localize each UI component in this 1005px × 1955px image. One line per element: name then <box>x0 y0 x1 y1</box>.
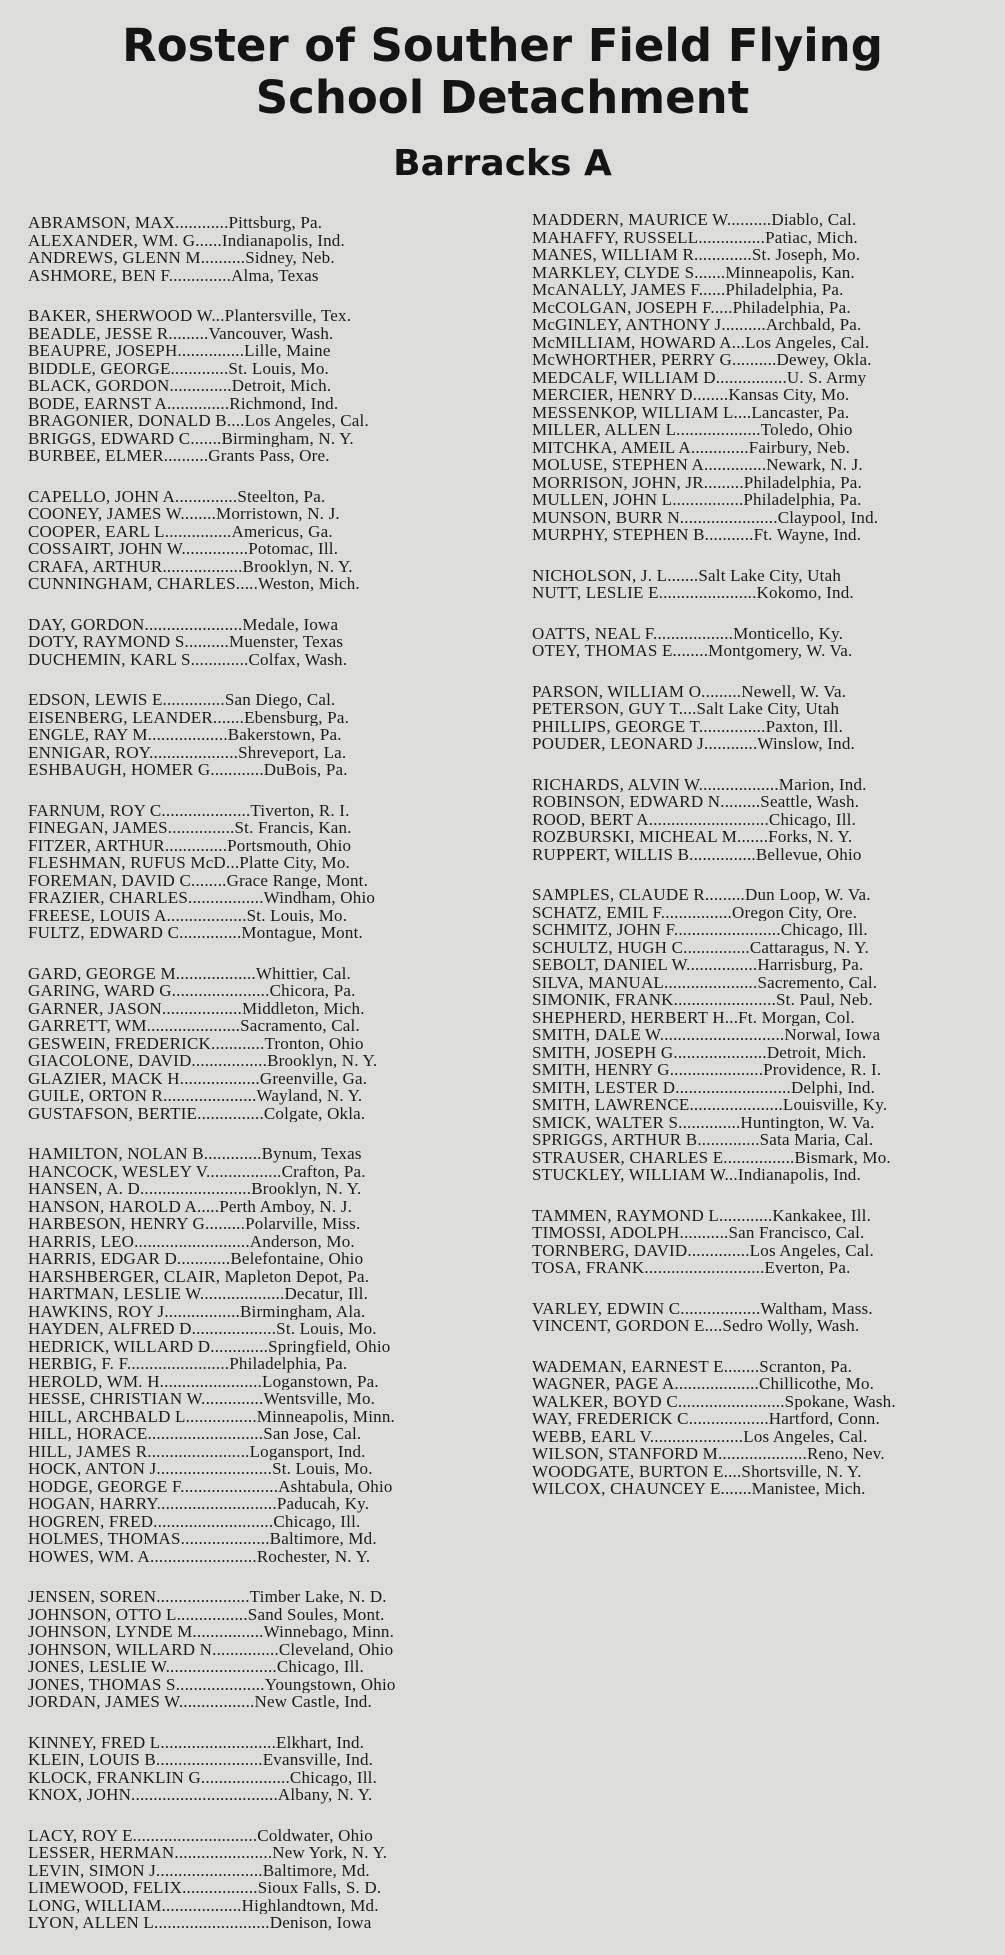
letter-group <box>28 802 498 942</box>
roster-entry: SIMONIK, FRANK.......................St. Paul, Neb. <box>532 991 873 1009</box>
roster-entry: PARSON, WILLIAM O.........Newell, W. Va. <box>532 682 847 700</box>
roster-entry: MURPHY, STEPHEN B...........Ft. Wayne, Ind. <box>532 526 862 544</box>
roster-entry: HESSE, CHRISTIAN W..............Wentsville, Mo. <box>28 1390 376 1408</box>
roster-entry: GUSTAFSON, BERTIE...............Colgate, Okla. <box>28 1104 366 1122</box>
roster-entry: FOREMAN, DAVID C........Grace Range, Mont. <box>28 871 369 889</box>
roster-entry: BIDDLE, GEORGE.............St. Louis, Mo. <box>28 359 329 377</box>
roster-entry: SMITH, JOSEPH G.....................Detroit, Mich. <box>532 1043 867 1061</box>
roster-entry: GARRETT, WM.....................Sacramento, Cal. <box>28 1017 360 1035</box>
roster-entry: MARKLEY, CLYDE S.......Minneapolis, Kan. <box>532 263 855 281</box>
letter-group <box>28 307 498 465</box>
roster-entry: COOPER, EARL L...............Americus, Ga. <box>28 522 333 540</box>
roster-entry: HARRIS, EDGAR D............Belefontaine, Ohio <box>28 1250 364 1268</box>
letter-group <box>532 567 992 602</box>
roster-entry: HODGE, GEORGE F......................Ashtabula, Ohio <box>28 1477 393 1495</box>
roster-entry: CAPELLO, JOHN A..............Steelton, Pa. <box>28 487 326 505</box>
roster-entry: BEADLE, JESSE R.........Vancouver, Wash. <box>28 324 334 342</box>
roster-entry: KLOCK, FRANKLIN G....................Chicago, Ill. <box>28 1768 378 1786</box>
roster-entry: MESSENKOP, WILLIAM L....Lancaster, Pa. <box>532 403 850 421</box>
roster-entry: VINCENT, GORDON E....Sedro Wolly, Wash. <box>532 1317 860 1335</box>
roster-entry: KLEIN, LOUIS B........................Evansville, Ind. <box>28 1751 374 1769</box>
roster-entry: JOHNSON, LYNDE M................Winnebago, Minn. <box>28 1623 395 1641</box>
letter-group <box>28 488 498 593</box>
roster-entry: LACY, ROY E............................Coldwater, Ohio <box>28 1826 373 1844</box>
roster-entry: FINEGAN, JAMES...............St. Francis, Kan. <box>28 819 352 837</box>
roster-entry: SPRIGGS, ARTHUR B..............Sata Maria, Cal. <box>532 1131 874 1149</box>
roster-entry: HAWKINS, ROY J.................Birmingham, Ala. <box>28 1302 366 1320</box>
roster-entry: PHILLIPS, GEORGE T...............Paxton, Ill. <box>532 717 844 735</box>
roster-entry: JENSEN, SOREN.....................Timber Lake, N. D. <box>28 1588 387 1606</box>
roster-entry: GESWEIN, FREDERICK............Tronton, Ohio <box>28 1034 364 1052</box>
roster-entry: ROZBURSKI, MICHEAL M.......Forks, N. Y. <box>532 828 853 846</box>
roster-entry: GUILE, ORTON R.....................Wayland, N. Y. <box>28 1087 363 1105</box>
roster-entry: McANALLY, JAMES F......Philadelphia, Pa. <box>532 281 844 299</box>
roster-entry: ALEXANDER, WM. G......Indianapolis, Ind. <box>28 231 345 249</box>
roster-entry: HOCK, ANTON J..........................St. Louis, Mo. <box>28 1460 373 1478</box>
roster-entry: HILL, ARCHBALD L................Minneapolis, Minn. <box>28 1407 395 1425</box>
roster-entry: FLESHMAN, RUFUS McD...Platte City, Mo. <box>28 854 350 872</box>
roster-entry: COONEY, JAMES W........Morristown, N. J. <box>28 505 340 523</box>
roster-entry: TOSA, FRANK...........................Everton, Pa. <box>532 1259 851 1277</box>
roster-entry: WOODGATE, BURTON E....Shortsville, N. Y. <box>532 1462 862 1480</box>
roster-entry: HOLMES, THOMAS....................Baltimore, Md. <box>28 1530 377 1548</box>
roster-entry: WADEMAN, EARNEST E........Scranton, Pa. <box>532 1357 853 1375</box>
roster-entry: POUDER, LEONARD J............Winslow, Ind. <box>532 735 855 753</box>
roster-entry: ABRAMSON, MAX............Pittsburg, Pa. <box>28 214 323 232</box>
roster-entry: GARD, GEORGE M..................Whittier, Cal. <box>28 964 351 982</box>
roster-entry: OTEY, THOMAS E........Montgomery, W. Va. <box>532 642 853 660</box>
roster-entry: SMITH, DALE W............................Norwal, Iowa <box>532 1026 881 1044</box>
roster-entry: BEAUPRE, JOSEPH...............Lille, Maine <box>28 342 331 360</box>
letter-group <box>532 1358 992 1498</box>
roster-entry: LEVIN, SIMON J........................Baltimore, Md. <box>28 1861 370 1879</box>
roster-entry: WILCOX, CHAUNCEY E.......Manistee, Mich. <box>532 1480 866 1498</box>
roster-entry: DOTY, RAYMOND S..........Muenster, Texas <box>28 633 344 651</box>
roster-entry: MUNSON, BURR N......................Claypool, Ind. <box>532 508 879 526</box>
roster-entry: NICHOLSON, J. L.......Salt Lake City, Utah <box>532 566 842 584</box>
roster-entry: EISENBERG, LEANDER.......Ebensburg, Pa. <box>28 708 350 726</box>
letter-group <box>532 776 992 864</box>
roster-column-right <box>532 211 992 1521</box>
roster-entry: SMICK, WALTER S..............Huntington, W. Va. <box>532 1113 875 1131</box>
letter-group <box>28 1588 498 1711</box>
roster-entry: HOGAN, HARRY...........................Paducah, Ky. <box>28 1495 370 1513</box>
letter-group <box>532 625 992 660</box>
roster-entry: JOHNSON, WILLARD N...............Cleveland, Ohio <box>28 1640 394 1658</box>
roster-entry: TAMMEN, RAYMOND L............Kankakee, Ill. <box>532 1206 872 1224</box>
roster-entry: SMITH, LESTER D..........................Delphi, Ind. <box>532 1078 876 1096</box>
roster-entry: FULTZ, EDWARD C..............Montague, Mont. <box>28 924 363 942</box>
roster-entry: VARLEY, EDWIN C..................Waltham, Mass. <box>532 1299 873 1317</box>
roster-entry: MAHAFFY, RUSSELL...............Patiac, Mich. <box>532 228 858 246</box>
title-line-2: School Detachment <box>255 71 750 124</box>
roster-entry: MADDERN, MAURICE W..........Diablo, Cal. <box>532 211 857 229</box>
letter-group <box>28 965 498 1123</box>
roster-entry: MULLEN, JOHN L................Philadelphia, Pa. <box>532 491 862 509</box>
roster-entry: SCHULTZ, HUGH C...............Cattaragus, N. Y. <box>532 938 869 956</box>
roster-entry: SAMPLES, CLAUDE R.........Dun Loop, W. Va. <box>532 886 871 904</box>
roster-entry: HAMILTON, NOLAN B.............Bynum, Texas <box>28 1145 362 1163</box>
roster-entry: HANSON, HAROLD A.....Perth Amboy, N. J. <box>28 1197 353 1215</box>
roster-entry: TORNBERG, DAVID..............Los Angeles, Cal. <box>532 1241 874 1259</box>
letter-group <box>532 1207 992 1277</box>
roster-entry: ASHMORE, BEN F..............Alma, Texas <box>28 266 319 284</box>
roster-entry: McWHORTHER, PERRY G..........Dewey, Okla. <box>532 351 872 369</box>
letter-group <box>532 1300 992 1335</box>
roster-entry: PETERSON, GUY T....Salt Lake City, Utah <box>532 700 840 718</box>
letter-group <box>28 1827 498 1932</box>
roster-entry: HOWES, WM. A........................Rochester, N. Y. <box>28 1547 371 1565</box>
roster-entry: HARTMAN, LESLIE W...................Decatur, Ill. <box>28 1285 369 1303</box>
roster-entry: WAY, FREDERICK C..................Hartford, Conn. <box>532 1410 880 1428</box>
roster-entry: SILVA, MANUAL.....................Sacremento, Cal. <box>532 973 878 991</box>
roster-entry: SCHMITZ, JOHN F........................Chicago, Ill. <box>532 921 868 939</box>
roster-entry: TIMOSSI, ADOLPH...........San Francisco, Cal. <box>532 1224 865 1242</box>
title-line-1: Roster of Souther Field Flying <box>122 19 883 72</box>
letter-group <box>532 683 992 753</box>
roster-entry: FITZER, ARTHUR..............Portsmouth, Ohio <box>28 836 352 854</box>
roster-entry: BAKER, SHERWOOD W...Plantersville, Tex. <box>28 307 352 325</box>
roster-entry: OATTS, NEAL F..................Monticello, Ky. <box>532 624 844 642</box>
roster-entry: ANDREWS, GLENN M..........Sidney, Neb. <box>28 249 335 267</box>
roster-entry: JOHNSON, OTTO L................Sand Soules, Mont. <box>28 1605 385 1623</box>
roster-entry: DUCHEMIN, KARL S.............Colfax, Wash. <box>28 650 348 668</box>
roster-entry: ENGLE, RAY M..................Bakerstown, Pa. <box>28 726 342 744</box>
roster-entry: MORRISON, JOHN, JR.........Philadelphia, Pa. <box>532 473 862 491</box>
roster-entry: GLAZIER, MACK H..................Greenville, Ga. <box>28 1069 368 1087</box>
roster-entry: SCHATZ, EMIL F................Oregon City, Ore. <box>532 903 858 921</box>
roster-entry: BRAGONIER, DONALD B....Los Angeles, Cal. <box>28 412 369 430</box>
roster-entry: LONG, WILLIAM..................Highlandtown, Md. <box>28 1896 379 1914</box>
roster-entry: STRAUSER, CHARLES E................Bismark, Mo. <box>532 1148 891 1166</box>
page-title <box>0 20 1005 124</box>
roster-entry: MITCHKA, AMEIL A.............Fairbury, Neb. <box>532 438 851 456</box>
roster-entry: LIMEWOOD, FELIX.................Sioux Falls, S. D. <box>28 1879 382 1897</box>
roster-entry: RUPPERT, WILLIS B...............Bellevue, Ohio <box>532 845 862 863</box>
roster-entry: HEROLD, WM. H.......................Loganstown, Pa. <box>28 1372 379 1390</box>
roster-entry: BLACK, GORDON..............Detroit, Mich. <box>28 377 332 395</box>
roster-entry: ROBINSON, EDWARD N.........Seattle, Wash. <box>532 793 860 811</box>
letter-group <box>532 211 992 544</box>
roster-entry: JORDAN, JAMES W.................New Castle, Ind. <box>28 1693 372 1711</box>
roster-entry: GIACOLONE, DAVID.................Brooklyn, N. Y. <box>28 1052 378 1070</box>
roster-entry: MILLER, ALLEN L...................Toledo, Ohio <box>532 421 853 439</box>
roster-entry: DAY, GORDON......................Medale, Iowa <box>28 615 339 633</box>
roster-entry: HILL, JAMES R.......................Logansport, Ind. <box>28 1442 366 1460</box>
roster-entry: HARBESON, HENRY G.........Polarville, Miss. <box>28 1215 361 1233</box>
roster-entry: CUNNINGHAM, CHARLES.....Weston, Mich. <box>28 575 360 593</box>
letter-group <box>28 214 498 284</box>
roster-entry: SMITH, HENRY G.....................Providence, R. I. <box>532 1061 882 1079</box>
roster-entry: ENNIGAR, ROY....................Shreveport, La. <box>28 743 347 761</box>
roster-entry: WALKER, BOYD C........................Spokane, Wash. <box>532 1392 896 1410</box>
roster-entry: MEDCALF, WILLIAM D................U. S. Army <box>532 368 867 386</box>
roster-entry: HOGREN, FRED...........................Chicago, Ill. <box>28 1512 361 1530</box>
roster-entry: HARSHBERGER, CLAIR, Mapleton Depot, Pa. <box>28 1267 370 1285</box>
roster-column-left <box>28 214 498 1955</box>
roster-entry: COSSAIRT, JOHN W...............Potomac, Ill. <box>28 540 339 558</box>
roster-entry: McCOLGAN, JOSEPH F.....Philadelphia, Pa. <box>532 298 851 316</box>
roster-entry: MANES, WILLIAM R.............St. Joseph, Mo. <box>532 246 861 264</box>
roster-entry: NUTT, LESLIE E......................Kokomo, Ind. <box>532 584 854 602</box>
roster-entry: BODE, EARNST A..............Richmond, Ind. <box>28 394 339 412</box>
letter-group <box>532 886 992 1184</box>
roster-entry: ROOD, BERT A...........................Chicago, Ill. <box>532 810 857 828</box>
roster-entry: RICHARDS, ALVIN W..................Marion, Ind. <box>532 775 867 793</box>
roster-entry: WEBB, EARL V.....................Los Angeles, Cal. <box>532 1427 868 1445</box>
roster-entry: HAYDEN, ALFRED D...................St. Louis, Mo. <box>28 1320 377 1338</box>
roster-entry: HERBIG, F. F.......................Philadelphia, Pa. <box>28 1355 348 1373</box>
roster-entry: McMILLIAM, HOWARD A...Los Angeles, Cal. <box>532 333 870 351</box>
roster-entry: LESSER, HERMAN......................New York, N. Y. <box>28 1844 388 1862</box>
roster-entry: HANSEN, A. D.........................Brooklyn, N. Y. <box>28 1180 362 1198</box>
roster-entry: WILSON, STANFORD M....................Reno, Nev. <box>532 1445 885 1463</box>
roster-entry: WAGNER, PAGE A...................Chillicothe, Mo. <box>532 1375 875 1393</box>
roster-entry: HANCOCK, WESLEY V.................Crafton, Pa. <box>28 1162 366 1180</box>
roster-entry: HARRIS, LEO..........................Anderson, Mo. <box>28 1232 355 1250</box>
roster-entry: SEBOLT, DANIEL W................Harrisburg, Pa. <box>532 956 864 974</box>
roster-entry: JONES, LESLIE W.........................Chicago, Ill. <box>28 1658 364 1676</box>
roster-entry: STUCKLEY, WILLIAM W...Indianapolis, Ind. <box>532 1166 861 1184</box>
roster-entry: GARNER, JASON..................Middleton, Mich. <box>28 999 365 1017</box>
roster-entry: MOLUSE, STEPHEN A..............Newark, N. J. <box>532 456 863 474</box>
roster-entry: SHEPHERD, HERBERT H...Ft. Morgan, Col. <box>532 1008 855 1026</box>
roster-entry: ESHBAUGH, HOMER G............DuBois, Pa. <box>28 761 348 779</box>
roster-entry: MERCIER, HENRY D........Kansas City, Mo. <box>532 386 850 404</box>
roster-entry: JONES, THOMAS S....................Youngstown, Ohio <box>28 1675 396 1693</box>
roster-entry: LYON, ALLEN L..........................Denison, Iowa <box>28 1914 372 1932</box>
roster-entry: HEDRICK, WILLARD D.............Springfield, Ohio <box>28 1337 391 1355</box>
roster-entry: FARNUM, ROY C....................Tiverton, R. I. <box>28 801 350 819</box>
roster-entry: KNOX, JOHN.................................Albany, N. Y. <box>28 1786 373 1804</box>
roster-entry: CRAFA, ARTHUR..................Brooklyn, N. Y. <box>28 557 353 575</box>
roster-entry: GARING, WARD G......................Chicora, Pa. <box>28 982 356 1000</box>
letter-group <box>28 1734 498 1804</box>
letter-group <box>28 1145 498 1565</box>
letter-group <box>28 691 498 779</box>
roster-entry: HILL, HORACE..........................San Jose, Cal. <box>28 1425 362 1443</box>
roster-entry: BURBEE, ELMER..........Grants Pass, Ore. <box>28 447 330 465</box>
roster-entry: FRAZIER, CHARLES.................Windham, Ohio <box>28 889 376 907</box>
letter-group <box>28 616 498 669</box>
barracks-heading: Barracks A <box>393 143 612 184</box>
roster-entry: EDSON, LEWIS E..............San Diego, Cal. <box>28 691 336 709</box>
roster-entry: KINNEY, FRED L..........................Elkhart, Ind. <box>28 1733 365 1751</box>
roster-entry: McGINLEY, ANTHONY J..........Archbald, Pa. <box>532 316 862 334</box>
roster-entry: FREESE, LOUIS A..................St. Louis, Mo. <box>28 906 348 924</box>
roster-entry: SMITH, LAWRENCE.....................Louisville, Ky. <box>532 1096 888 1114</box>
roster-entry: BRIGGS, EDWARD C.......Birmingham, N. Y. <box>28 429 354 447</box>
